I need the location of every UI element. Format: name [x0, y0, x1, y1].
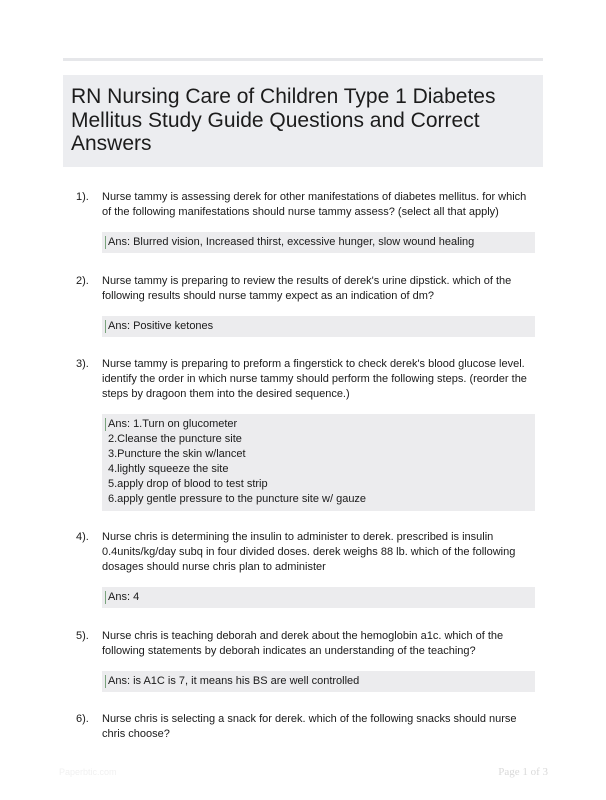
question-item: [63, 712, 543, 742]
title-banner: [63, 75, 543, 167]
answer-line: Ans: Blurred vision, Increased thirst, excessive hunger, slow wound healing: [108, 236, 475, 248]
answer-box: [102, 232, 535, 253]
question-text: Nurse tammy is preparing to preform a fingerstick to check derek's blood glucose level. identify the order in which nurse tammy should perform the following steps. (reorder the steps by dragoon them into the desired sequence.): [102, 358, 527, 400]
answer-line: 3.Puncture the skin w/lancet: [108, 448, 246, 460]
footer-source: Paperbtic.com: [59, 767, 117, 777]
question-number: 2).: [76, 275, 89, 287]
answer-line: Ans: 1.Turn on glucometer: [108, 418, 238, 430]
question-text: Nurse tammy is assessing derek for other manifestations of diabetes mellitus. for which of the following manifestations should nurse tammy assess? (select all that apply): [102, 191, 527, 218]
question-item: [63, 190, 543, 253]
answer-line: Ans: 4: [108, 591, 140, 603]
question-item: [63, 357, 543, 511]
answer-line: Ans: is A1C is 7, it means his BS are well controlled: [108, 675, 360, 687]
question-number: 1).: [76, 191, 89, 203]
question-text: Nurse chris is selecting a snack for derek. which of the following snacks should nurse chris choose?: [102, 713, 517, 740]
answer-box: [102, 414, 535, 511]
question-text: Nurse chris is determining the insulin to administer to derek. prescribed is insulin 0.4units/kg/day subq in four divided doses. derek weighs 88 lb. which of the following dosages should nurse chris plan to administer: [102, 531, 516, 573]
top-divider: [63, 58, 543, 61]
answer-box: [102, 671, 535, 692]
question-item: [63, 530, 543, 608]
answer-line: 5.apply drop of blood to test strip: [108, 478, 268, 490]
question-text: Nurse chris is teaching deborah and derek about the hemoglobin a1c. which of the following statements by deborah indicates an understanding of the teaching?: [102, 630, 504, 657]
answer-box: [102, 316, 535, 337]
answer-line: 4.lightly squeeze the site: [108, 463, 229, 475]
answer-line: 6.apply gentle pressure to the puncture site w/ gauze: [108, 493, 367, 505]
question-text: Nurse tammy is preparing to review the results of derek's urine dipstick. which of the following results should nurse tammy expect as an indication of dm?: [102, 275, 512, 302]
question-number: 6).: [76, 713, 89, 725]
question-number: 3).: [76, 358, 89, 370]
answer-line: 2.Cleanse the puncture site: [108, 433, 242, 445]
question-item: [63, 629, 543, 692]
question-item: [63, 274, 543, 337]
answer-line: Ans: Positive ketones: [108, 320, 214, 332]
answer-box: [102, 587, 535, 608]
document-title: RN Nursing Care of Children Type 1 Diabetes Mellitus Study Guide Questions and Correct Answers: [71, 85, 496, 155]
page-number: Page 1 of 3: [498, 766, 548, 778]
question-number: 4).: [76, 531, 89, 543]
question-number: 5).: [76, 630, 89, 642]
